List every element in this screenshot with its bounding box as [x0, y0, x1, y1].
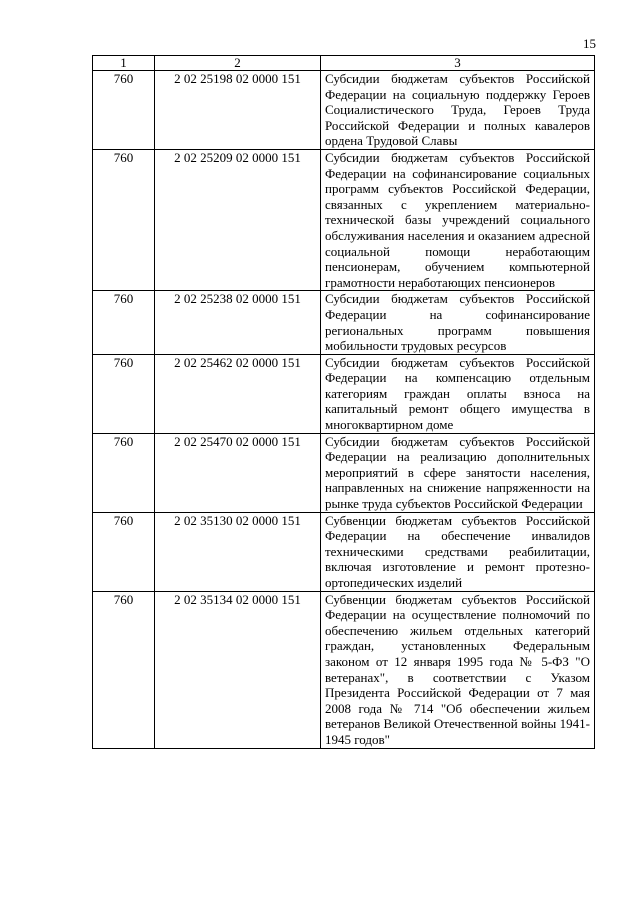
description-cell: Субсидии бюджетам субъектов Российской Федерации на социальную поддержку Героев Социалистического Труда, Героев Труда Российской Федерации и полных кавалеров ордена Трудовой Славы — [321, 71, 595, 150]
admin-code-cell: 760 — [93, 433, 155, 512]
revenue-code-cell: 2 02 25462 02 0000 151 — [155, 354, 321, 433]
description-cell: Субсидии бюджетам субъектов Российской Федерации на софинансирование социальных программ субъектов Российской Федерации, связанных с укреплением материально-технической базы учреждений социального обслуживания населения и оказанием адресной социальной помощи неработающим пенсионерам, обучением компьютерной грамотности неработающих пенсионеров — [321, 149, 595, 290]
description-cell: Субсидии бюджетам субъектов Российской Федерации на компенсацию отдельным категориям граждан оплаты взноса на капитальный ремонт общего имущества в многоквартирном доме — [321, 354, 595, 433]
table-header-row — [93, 56, 595, 71]
budget-revenue-table — [92, 55, 595, 749]
description-cell: Субсидии бюджетам субъектов Российской Федерации на софинансирование региональных программ повышения мобильности трудовых ресурсов — [321, 291, 595, 354]
description-cell: Субвенции бюджетам субъектов Российской Федерации на осуществление полномочий по обеспечению жильем отдельных категорий граждан, установленных Федеральным законом от 12 января 1995 года № 5-ФЗ "О ветеранах", в соответствии с Указом Президента Российской Федерации от 7 мая 2008 года № 714 "Об обеспечении жильем ветеранов Великой Отечественной войны 1941-1945 годов" — [321, 591, 595, 748]
column-header-3: 3 — [321, 56, 595, 71]
column-header-2: 2 — [155, 56, 321, 71]
description-cell: Субсидии бюджетам субъектов Российской Федерации на реализацию дополнительных мероприятий в сфере занятости населения, направленных на снижение напряженности на рынке труда субъектов Российской Федерации — [321, 433, 595, 512]
table-row — [93, 149, 595, 290]
revenue-code-cell: 2 02 25470 02 0000 151 — [155, 433, 321, 512]
revenue-code-cell: 2 02 25198 02 0000 151 — [155, 71, 321, 150]
description-cell: Субвенции бюджетам субъектов Российской Федерации на обеспечение инвалидов техническими средствами реабилитации, включая изготовление и ремонт протезно-ортопедических изделий — [321, 512, 595, 591]
revenue-code-cell: 2 02 35130 02 0000 151 — [155, 512, 321, 591]
table-row — [93, 591, 595, 748]
admin-code-cell: 760 — [93, 354, 155, 433]
revenue-code-cell: 2 02 25209 02 0000 151 — [155, 149, 321, 290]
table-row — [93, 433, 595, 512]
admin-code-cell: 760 — [93, 71, 155, 150]
revenue-code-cell: 2 02 35134 02 0000 151 — [155, 591, 321, 748]
admin-code-cell: 760 — [93, 512, 155, 591]
revenue-code-cell: 2 02 25238 02 0000 151 — [155, 291, 321, 354]
admin-code-cell: 760 — [93, 591, 155, 748]
table-row — [93, 512, 595, 591]
admin-code-cell: 760 — [93, 149, 155, 290]
table-row — [93, 291, 595, 354]
table-row — [93, 354, 595, 433]
admin-code-cell: 760 — [93, 291, 155, 354]
column-header-1: 1 — [93, 56, 155, 71]
table-row — [93, 71, 595, 150]
page-number: 15 — [583, 36, 596, 51]
